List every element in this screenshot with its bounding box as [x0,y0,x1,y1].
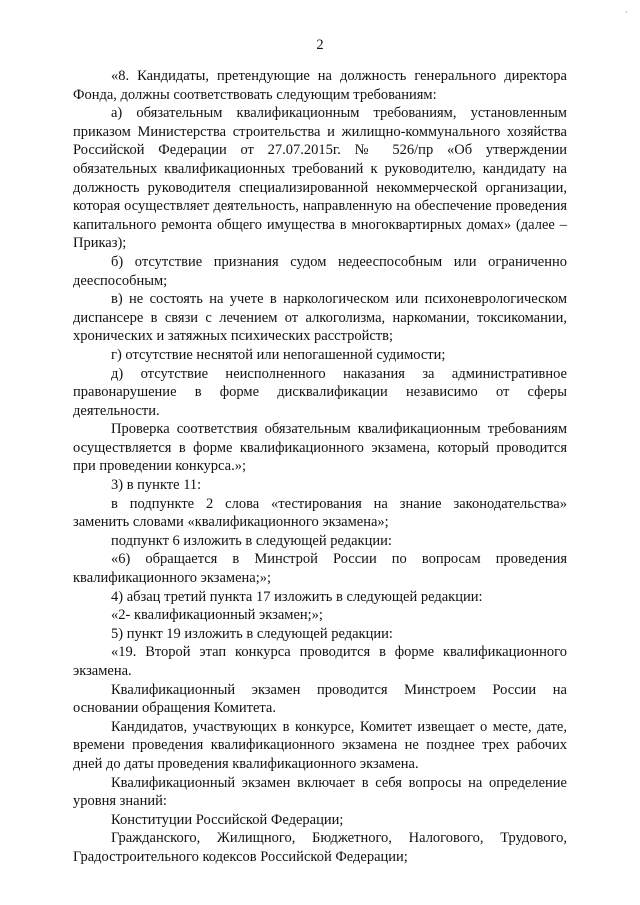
paragraph-point-11: 3) в пункте 11: [111,477,202,494]
paragraph-requirement-b: б) отсутствие признания судом недееспособным или ограниченно дееспособным; [73,253,567,289]
paragraph-requirement-d: д) отсутствие неисполненного наказания за административное правонарушение в форме дисквалификации независимо от сферы деятельности. [73,365,567,419]
paragraph-codes: Гражданского, Жилищного, Бюджетного, Налогового, Трудового, Градостроительного кодексов Российской Федерации; [73,830,567,865]
paragraph-subpoint-6: подпункт 6 изложить в следующей редакции: [111,532,392,549]
paragraph-subpoint-2: в подпункте 2 слова «тестирования на знание законодательства» заменить словами «квалификационного экзамена»; [73,495,567,531]
page-number: 2 [316,37,324,53]
paragraph-exam-conducted: Квалификационный экзамен проводится Минстроем России на основании обращения Комитета. [73,681,567,717]
paragraph-requirement-g: г) отсутствие неснятой или непогашенной судимости; [111,346,446,363]
paragraph-verification: Проверка соответствия обязательным квалификационным требованиям осуществляется в форме квалификационного экзамена, который проводится при проведении конкурса.»; [73,421,567,475]
paragraph-point-17-text: «2- квалификационный экзамен;»; [111,607,323,624]
corner-mark: · [625,8,628,17]
paragraph-point-19: 5) пункт 19 изложить в следующей редакции: [111,625,393,642]
paragraph-requirement-v: в) не состоять на учете в наркологическом или психоневрологическом диспансере в связи с лечением от алкоголизма, наркомании, токсикомании, хронических и затяжных психических расстройств; [73,291,567,345]
paragraph-candidates-notified: Кандидатов, участвующих в конкурсе, Комитет извещает о месте, дате, времени проведения квалификационного экзамена не позднее трех рабочих дней до даты проведения квалификационного экзамена. [73,718,567,772]
paragraph-point-17: 4) абзац третий пункта 17 изложить в следующей редакции: [111,588,483,605]
document-body [73,67,567,867]
paragraph-exam-includes: Квалификационный экзамен включает в себя вопросы на определение уровня знаний: [73,774,567,810]
paragraph-requirement-a: а) обязательным квалификационным требованиям, установленным приказом Министерства строительства и жилищно-коммунального хозяйства Российской Федерации от 27.07.2015г. № 526/пр «Об утверждении обязательных квалификационных требований к руководителю, кандидату на должность руководителя специализированной некоммерческой организации, которая осуществляет деятельность, направленную на обеспечение проведения капитального ремонта общего имущества в многоквартирных домах» (далее – Приказ); [73,105,567,252]
paragraph-subpoint-6-text: «6) обращается в Минстрой России по вопросам проведения квалификационного экзамена;»; [73,551,567,587]
paragraph-constitution: Конституции Российской Федерации; [111,811,344,828]
paragraph-item-8: «8. Кандидаты, претендующие на должность генерального директора Фонда, должны соответствовать следующим требованиям: [73,68,567,103]
paragraph-point-19-text: «19. Второй этап конкурса проводится в форме квалификационного экзамена. [73,644,567,679]
